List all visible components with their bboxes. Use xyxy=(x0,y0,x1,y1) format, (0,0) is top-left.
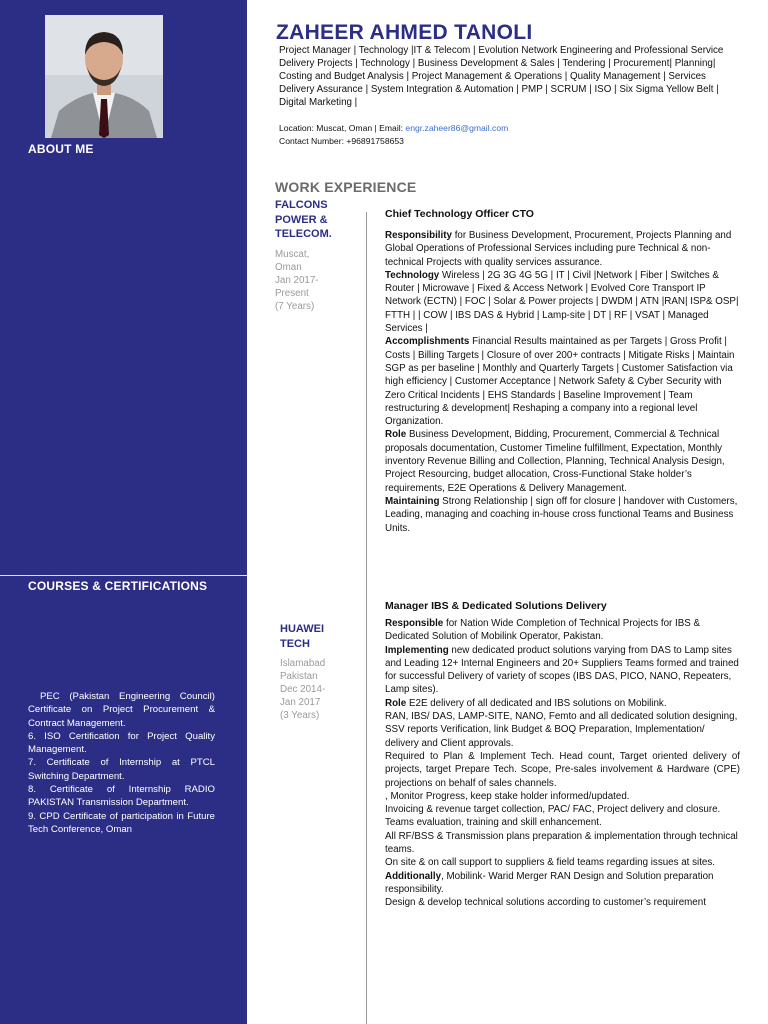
job-dates: Jan 2017 xyxy=(280,697,321,708)
job-paragraph: Teams evaluation, training and skill enhancement. xyxy=(385,817,602,829)
job-paragraph: Responsible for Nation Wide Completion of Technical Projects for IBS & Dedicated Solution of Mobilink Operator, Pakistan. xyxy=(385,618,701,643)
job-paragraph: Additionally, Mobilink- Warid Merger RAN Design and Solution preparation responsibility. xyxy=(385,870,714,895)
certification-item: 6. ISO Certification for Project Quality Management. xyxy=(28,730,215,756)
job-paragraph: Required to Plan & Implement Tech. Head count, Target oriented delivery of projects, target Prepare Tech. Scope, Pre-sales involvement & Hardware (CPE) projections on behalf of sales channels. xyxy=(385,750,740,789)
job-title: Chief Technology Officer CTO xyxy=(385,208,534,220)
job-location: Pakistan xyxy=(280,671,318,682)
candidate-name: ZAHEER AHMED TANOLI xyxy=(276,21,533,44)
company-name xyxy=(275,198,332,242)
job-description xyxy=(385,617,740,910)
phone-number: Contact Number: +96891758653 xyxy=(279,136,404,146)
sidebar-divider xyxy=(0,575,247,576)
job-dates: Jan 2017- xyxy=(275,275,319,286)
job-paragraph: Role Business Development, Bidding, Procurement, Commercial & Technical proposals documentation, Customer Timeline fulfillment, Expectation, Monthly inventory Revenue Billing and Collection, Planning, Technical Analysis Design, Project Resourcing, budget allocation, Cross-Functional Stake holder’s requirements, E2E Operations & Delivery Management. xyxy=(385,429,725,494)
work-experience-heading: WORK EXPERIENCE xyxy=(275,179,417,195)
professional-summary: Project Manager | Technology |IT & Telecom | Evolution Network Engineering and Professional Service Delivery Projects | Technology | Business Development & Sales | Tendering | Procurement| Planning| Costing and Budget Analysis | Project Management & Operations | Quality Management | Services Delivery Assurance | System Integration & Automation | PMP | SCRUM | ISO | Six Sigma Yellow Belt | Digital Marketing | xyxy=(279,45,724,108)
certification-item: PEC (Pakistan Engineering Council) Certificate on Project Procurement & Contract Management. xyxy=(28,691,215,729)
job-paragraph: , Monitor Progress, keep stake holder informed/updated. xyxy=(385,790,630,802)
job-meta xyxy=(280,657,325,722)
job-paragraph: RAN, IBS/ DAS, LAMP-SITE, NANO, Femto and all dedicated solution designing, SSV reports Verification, link Budget & BOQ Preparation, Implementation/ delivery and Client approvals. xyxy=(385,711,738,749)
job-location: Oman xyxy=(275,262,302,273)
courses-heading: COURSES & CERTIFICATIONS xyxy=(28,579,208,593)
job-paragraph: Invoicing & revenue target collection, PAC/ FAC, Project delivery and closure. xyxy=(385,804,721,816)
job-dates: Dec 2014- xyxy=(280,684,326,695)
company-name-line: FALCONS xyxy=(275,199,328,211)
company-name-line: TECH xyxy=(280,637,310,650)
certification-item: 8. Certificate of Internship RADIO PAKISTAN Transmission Department. xyxy=(28,784,215,809)
certifications-list xyxy=(28,690,215,836)
company-name-line: TELECOM. xyxy=(275,228,332,240)
job-location: Islamabad xyxy=(280,658,326,669)
job-paragraph: Responsibility for Business Development, Procurement, Projects Planning and Global Operations of Professional Services including pure Technical & non-technical Projects with quality services assurance. xyxy=(385,230,732,268)
timeline-divider xyxy=(366,212,367,1024)
job-paragraph: Accomplishments Financial Results maintained as per Targets | Gross Profit | Costs | Billing Targets | Closure of over 200+ contracts | Mitigate Risks | Maintain SGP as per baseline | Monthly and Quarterly Targets | Customer Satisfaction via high efficiency | Customer Acceptance | Network Safety & Cyber Security with Zero Critical Incidents | EHS Standards | Baseline Improvement | Team restructuring & development| Reshaping a company into a regional level Organization. xyxy=(385,336,735,428)
company-name-line: POWER & xyxy=(275,213,328,226)
job-duration: (3 Years) xyxy=(280,710,320,721)
job-location: Muscat, xyxy=(275,249,310,260)
job-meta xyxy=(275,248,319,313)
job-paragraph: Implementing new dedicated product solutions varying from DAS to Lamp sites and Leading 12+ Internal Engineers and 20+ Suppliers Teams formed and trained for successful Delivery of variety of scopes (IBS DAS, PICO, NANO, Repeaters, Lamp sites). xyxy=(385,644,739,696)
job-paragraph: Maintaining Strong Relationship | sign off for closure | handover with Customers, Leading, managing and coaching in-house cross functional Teams and Business Units. xyxy=(385,495,738,534)
job-paragraph: On site & on call support to suppliers & field teams regarding issues at sites. xyxy=(385,857,715,869)
job-duration: (7 Years) xyxy=(275,301,315,312)
job-paragraph: All RF/BSS & Transmission plans preparation & implementation through technical teams. xyxy=(385,830,738,856)
about-me-heading: ABOUT ME xyxy=(28,142,94,156)
certification-item: 9. CPD Certificate of participation in Future Tech Conference, Oman xyxy=(28,810,215,835)
company-name xyxy=(280,622,324,651)
profile-photo xyxy=(45,15,163,138)
email-link[interactable]: engr.zaheer86@gmail.com xyxy=(405,123,509,133)
certification-item: 7. Certificate of Internship at PTCL Switching Department. xyxy=(28,757,215,782)
location-label: Location: Muscat, Oman | Email: xyxy=(279,123,406,133)
profile-photo-image xyxy=(45,15,163,138)
contact-info xyxy=(279,122,508,148)
job-paragraph: Role E2E delivery of all dedicated and IBS solutions on Mobilink. xyxy=(385,697,667,709)
job-description xyxy=(385,229,740,535)
company-name-line: HUAWEI xyxy=(280,623,324,635)
job-paragraph: Design & develop technical solutions according to customer’s requirement xyxy=(385,897,706,909)
job-dates: Present xyxy=(275,288,309,299)
sidebar xyxy=(0,0,247,1024)
job-title: Manager IBS & Dedicated Solutions Delivery xyxy=(385,600,607,612)
job-paragraph: Technology Wireless | 2G 3G 4G 5G | IT | Civil |Network | Fiber | Switches & Router | Microwave | Fixed & Access Network | Evolved Core Transport IP Network (ECTN) | FOC | Solar & Power projects | DWDM | ATN |RAN| ISP& OSP| FTTH | | COW | IBS DAS & Hybrid | Lamp-site | DT | RF | VSAT | Managed Services | xyxy=(385,269,739,335)
